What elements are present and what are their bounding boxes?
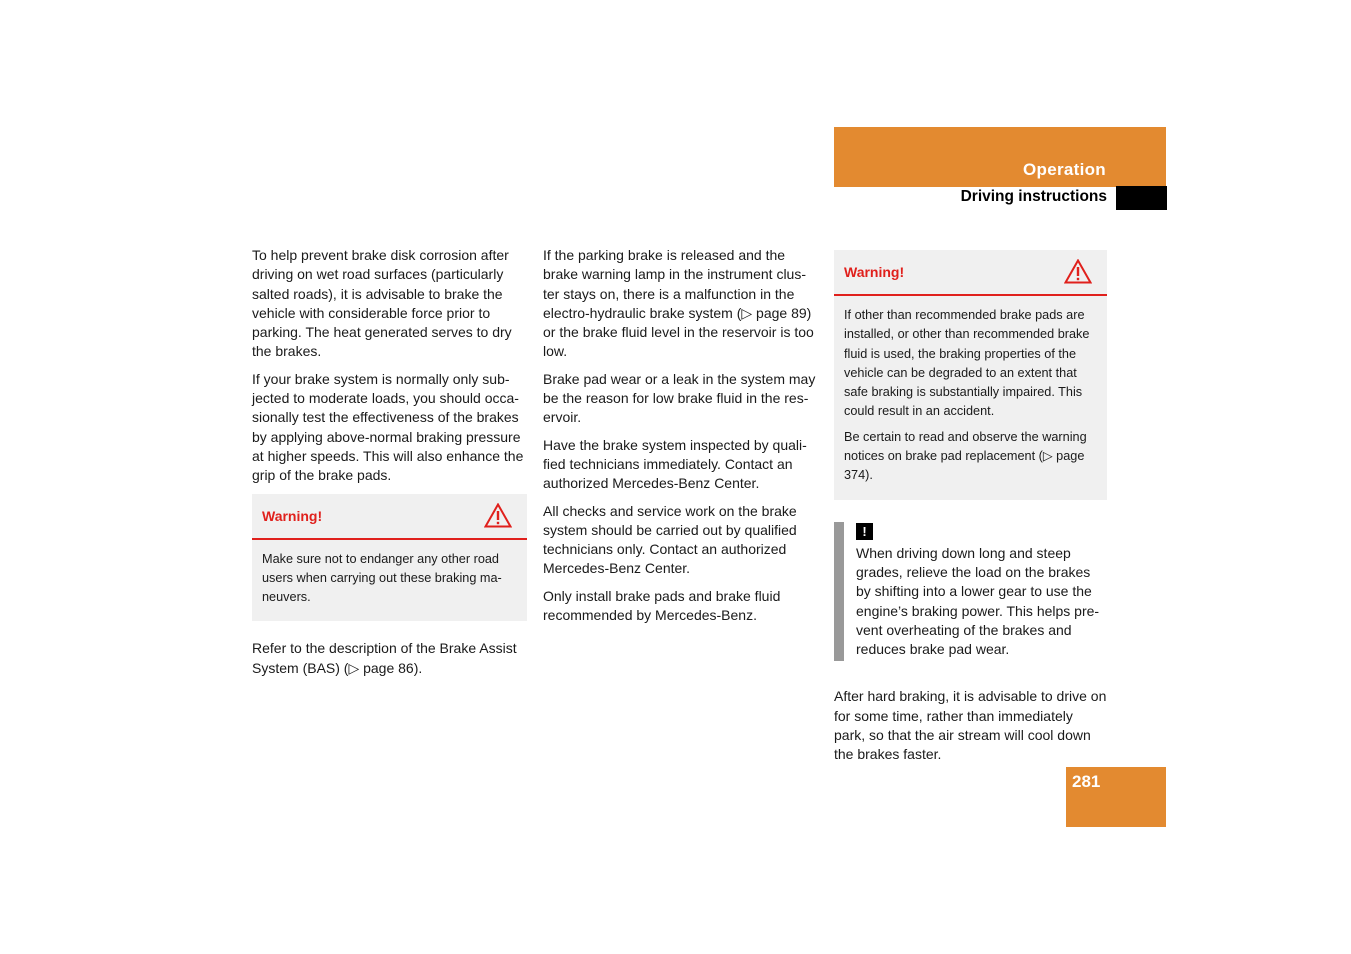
section-title: Operation xyxy=(1023,160,1106,179)
warning-triangle-icon xyxy=(484,503,512,528)
header-marker xyxy=(1116,186,1167,210)
header-banner xyxy=(834,127,1166,187)
paragraph: All checks and service work on the brake system should be carried out by qualified technicians only. Contact an authorized Mercedes-Benz Center. xyxy=(543,502,797,577)
warning-box xyxy=(834,250,1107,500)
column-3 xyxy=(834,250,1107,773)
paragraph: After hard braking, it is advisable to drive on for some time, rather than immediately park, so that the air stream will cool down the brakes faster. xyxy=(834,688,1107,763)
exclamation-icon: ! xyxy=(856,523,873,540)
page-number-box xyxy=(1066,767,1166,827)
warning-header xyxy=(252,494,527,540)
note-box xyxy=(834,522,1107,662)
paragraph: To help prevent brake disk corrosion after driving on wet road surfaces (particularly salted roads), it is advisable to brake the vehicle with considerable force prior to parking. The heat generated serves to dry the brakes. xyxy=(252,247,512,360)
paragraph: If the parking brake is released and the brake warning lamp in the instrument clus-ter stays on, there is a malfunction in the electro-hydraulic brake system (▷ page 89) or the brake fluid level in the reservoir is too low. xyxy=(543,247,814,360)
paragraph: Have the brake system inspected by quali-fied technicians immediately. Contact an authorized Mercedes-Benz Center. xyxy=(543,436,807,492)
warning-triangle-icon xyxy=(1064,259,1092,284)
paragraph: If your brake system is normally only sub-jected to moderate loads, you should occa-sionally test the effectiveness of the brakes by applying above-normal braking pressure at higher speeds. This will also enhance the grip of the brake pads. xyxy=(252,370,524,484)
page-number: 281 xyxy=(1072,772,1101,791)
column-1 xyxy=(252,246,527,686)
warning-text: Make sure not to endanger any other road users when carrying out these braking ma-neuvers. xyxy=(262,551,502,605)
warning-title: Warning! xyxy=(262,507,323,524)
paragraph: Brake pad wear or a leak in the system may be the reason for low brake fluid in the res-ervoir. xyxy=(543,370,816,426)
warning-body xyxy=(252,540,527,622)
warning-text: If other than recommended brake pads are installed, or other than recommended brake fluid is used, the braking properties of the vehicle can be degraded to an extent that safe braking is substantially impaired. This could result in an accident. xyxy=(844,308,1090,419)
paragraph: Refer to the description of the Brake Assist System (BAS) (▷ page 86). xyxy=(252,640,517,676)
note-text: When driving down long and steep grades, relieve the load on the brakes by shifting into a lower gear to use the engine’s braking power. This helps pre-vent overheating of the brakes and reduces brake pad wear. xyxy=(856,544,1100,658)
subsection-title: Driving instructions xyxy=(960,188,1107,205)
warning-header xyxy=(834,250,1107,296)
warning-body xyxy=(834,296,1107,500)
warning-box xyxy=(252,494,527,622)
warning-title: Warning! xyxy=(844,264,905,280)
warning-text: Be certain to read and observe the warning notices on brake pad replacement (▷ page 374). xyxy=(844,429,1087,483)
column-2 xyxy=(543,246,821,633)
paragraph: Only install brake pads and brake fluid recommended by Mercedes-Benz. xyxy=(543,587,781,624)
